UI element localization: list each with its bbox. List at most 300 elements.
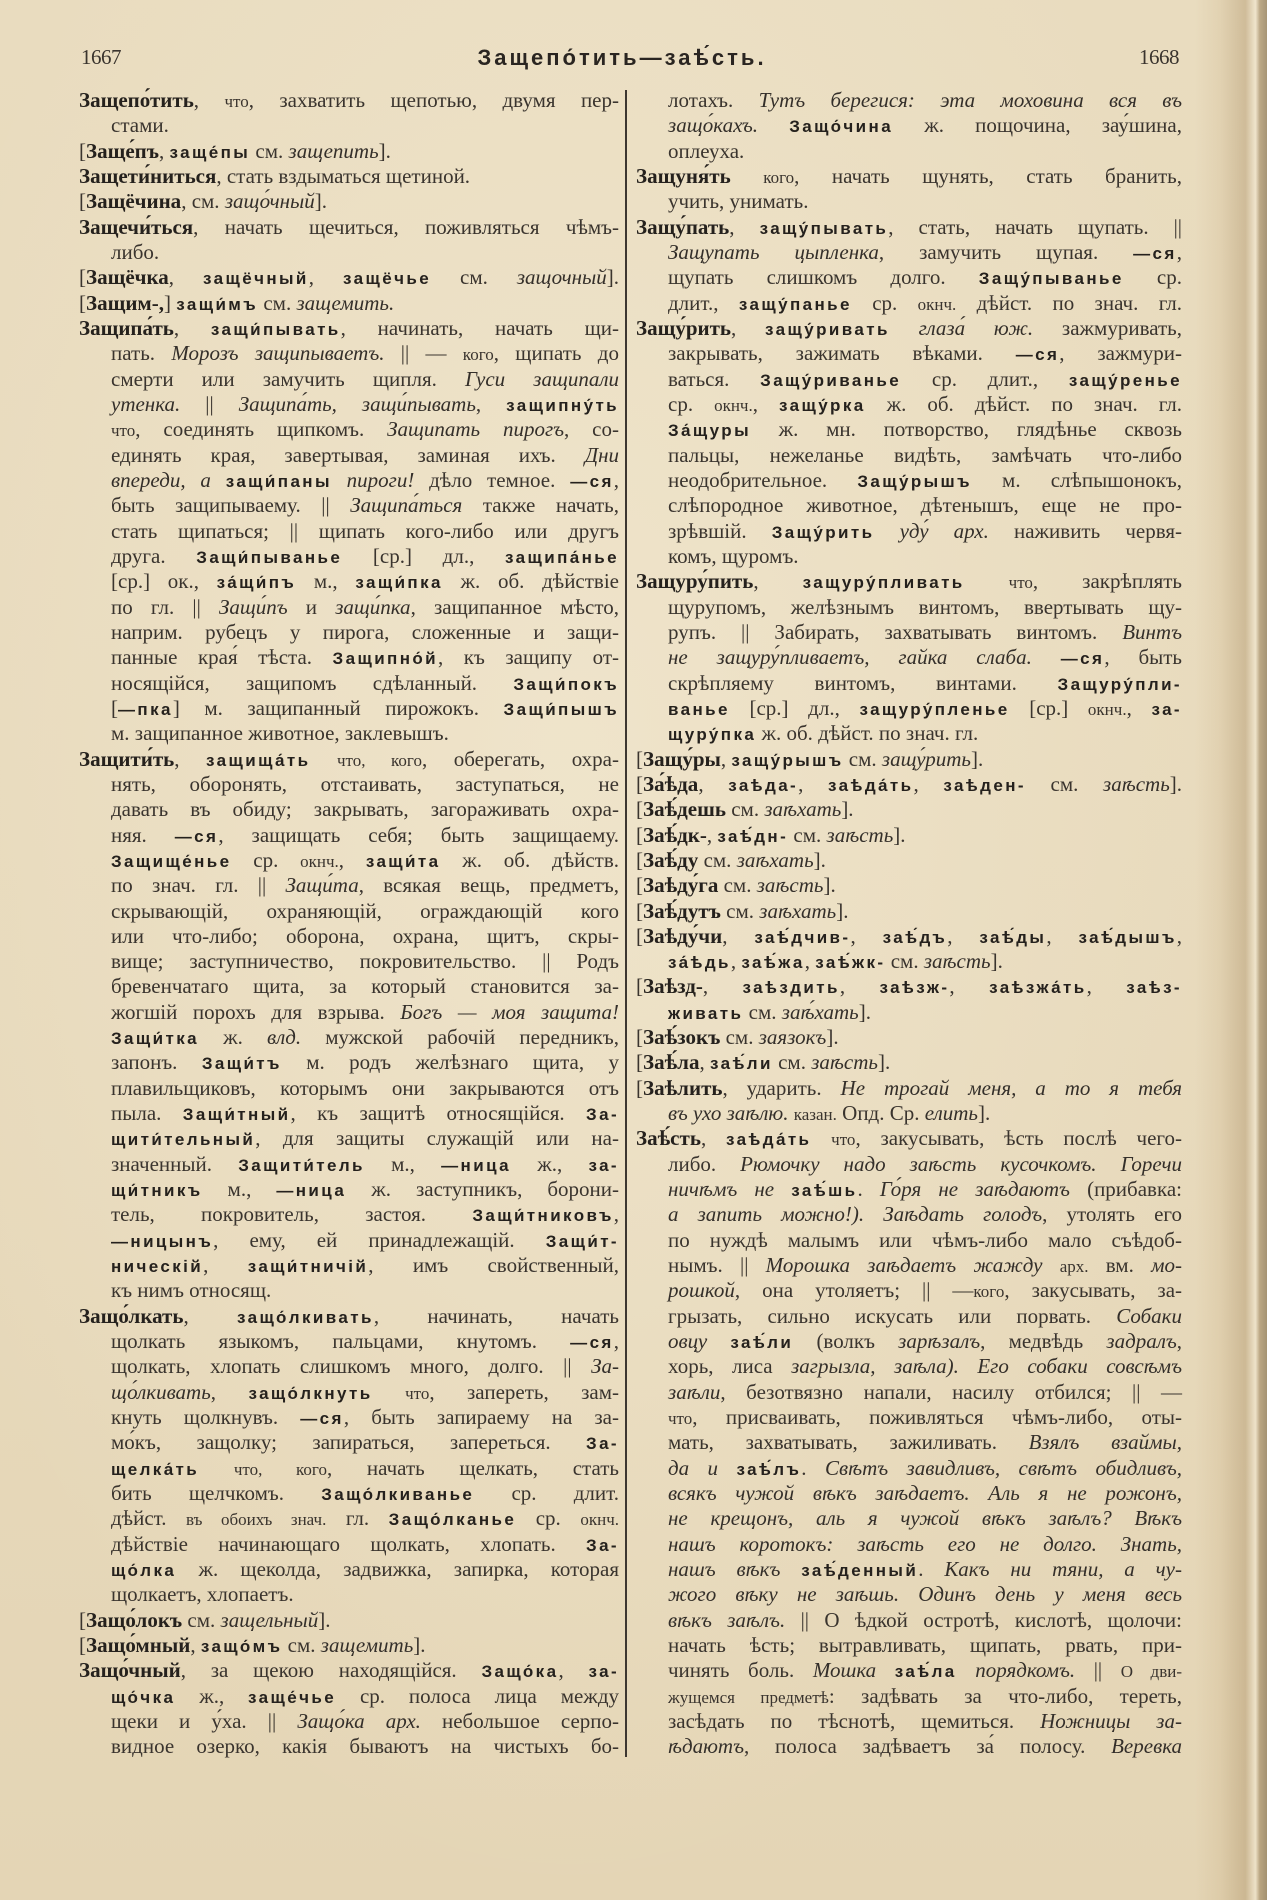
small-text: окнч. [917, 294, 957, 314]
body-text: , ударить. [722, 1075, 841, 1100]
line-text [111, 1228, 619, 1255]
body-text: . [857, 1177, 880, 1202]
body-text: по знач. гл. || [111, 873, 286, 898]
body-text: оплеуха. [668, 138, 745, 163]
body-text: либо. [668, 1151, 741, 1176]
line-text [636, 1025, 839, 1052]
body-text: , [613, 467, 620, 492]
italic-text: заѣхать [764, 797, 842, 822]
bold-form: Защи́тка [111, 1029, 199, 1049]
body-text: [ср.] ок., [111, 569, 217, 594]
body-text: [ [79, 265, 86, 290]
line-text [111, 113, 169, 140]
text-line [668, 1481, 1182, 1506]
body-text: [ [79, 1607, 86, 1632]
text-line [111, 949, 619, 974]
body-text: [ [636, 1075, 643, 1100]
italic-text: За- [591, 1354, 619, 1379]
body-text: || — [384, 341, 463, 366]
text-line [636, 1025, 1182, 1050]
italic-text: не защуру́пливаетъ, гайка слаба. [668, 645, 1032, 670]
body-text: [ [636, 898, 643, 923]
line-text [79, 88, 619, 115]
italic-text: заѣхать [736, 847, 814, 872]
bold-form: заѣ́жа [741, 953, 805, 973]
body-text: (волкъ [793, 1329, 899, 1354]
line-text [668, 949, 1003, 976]
body-text: , [1086, 974, 1127, 999]
text-line [111, 1582, 619, 1607]
body-text: начать ѣсть; вытравливать, щипать, рвать, при- [668, 1633, 1182, 1658]
body-text: , [804, 949, 816, 974]
bold-form: Защипно́й [332, 649, 439, 669]
line-text [79, 215, 619, 242]
body-text: , [753, 569, 803, 594]
bold-form: защу́рка [778, 395, 866, 415]
body-text: ]. [606, 265, 620, 290]
bold-form: защипа́нье [505, 547, 619, 567]
body-text: , начать щелкать, стать [326, 1455, 619, 1480]
text-line [636, 772, 1182, 797]
line-text [636, 797, 854, 824]
italic-text: Свѣтъ завидливъ, свѣтъ обидливъ, [824, 1455, 1183, 1480]
body-text: нымъ. || [668, 1253, 766, 1278]
italic-text: овцу [668, 1329, 731, 1354]
bold-form: щелка́ть [111, 1459, 200, 1479]
line-text [111, 1557, 619, 1584]
text-line [668, 1633, 1182, 1658]
body-text: , [913, 771, 944, 796]
column-divider [625, 90, 627, 1757]
bold-form: заѣда́ть [828, 775, 914, 795]
text-line [111, 1329, 619, 1354]
text-line [111, 113, 619, 138]
body-text: ] [163, 290, 177, 315]
headword: Защечи́ться [79, 214, 194, 239]
body-text: , [730, 949, 742, 974]
bold-form: заѣ́дышъ [1078, 927, 1177, 947]
line-text [668, 1658, 1182, 1685]
body-text: смерти или замучить щипля. [111, 366, 465, 391]
small-text: кого [973, 1282, 1005, 1302]
text-line [111, 519, 619, 544]
text-line [111, 1050, 619, 1075]
bold-form: заѣ́лъ [736, 1459, 802, 1479]
italic-text: Взялъ взаймы, [1028, 1430, 1182, 1455]
text-line [111, 1430, 619, 1455]
body-text [811, 1126, 831, 1150]
bold-form: Защи́пышъ [503, 699, 619, 719]
italic-text: защи́пка [335, 594, 411, 619]
body-text: дѣйствіе начинающаго щолкать, хлопать. [111, 1531, 587, 1556]
line-text [79, 265, 619, 292]
line-text [668, 443, 1182, 470]
bold-form: Защи́пыванье [196, 547, 343, 567]
italic-text: задралъ [1106, 1329, 1177, 1354]
text-line [111, 1000, 619, 1025]
bold-form: заѣден- [943, 775, 1026, 795]
body-text: носящійся, защипомъ сдѣланный. [111, 670, 514, 695]
line-text [111, 1152, 619, 1179]
body-text: [ [636, 797, 643, 822]
italic-text: арх. [385, 1709, 421, 1733]
body-text: мать, захватывать, зажиливать. [668, 1430, 1029, 1455]
body-text: , она утоляетъ; || — [734, 1278, 974, 1303]
bold-form: за́ѣдь [668, 953, 731, 973]
body-text: ]. [877, 1050, 891, 1075]
body-text: слѣпородное животное, дѣтенышъ, еще не про- [668, 493, 1182, 518]
text-line [668, 949, 1182, 974]
italic-text: заѣсть [1103, 771, 1170, 796]
bold-form: защёчный [202, 269, 309, 289]
bold-form: За- [586, 1434, 619, 1454]
bold-form: защи́тничій [247, 1257, 369, 1277]
body-text: , къ защитѣ относящійся. [290, 1101, 587, 1126]
text-line [111, 1076, 619, 1101]
body-text: ]. [318, 1607, 331, 1632]
text-line [668, 1228, 1182, 1253]
body-text: значенный. [111, 1151, 239, 1176]
body-text [758, 113, 789, 137]
text-line [111, 1152, 619, 1177]
text-line [111, 468, 619, 493]
body-text: ж. об. дѣйст. по знач. гл. [756, 721, 979, 746]
body-text: ж., [511, 1151, 589, 1176]
small-text: жущемся предметѣ [668, 1687, 829, 1707]
text-line [668, 1430, 1182, 1455]
italic-text: защо́кахъ. [668, 113, 759, 138]
text-line [668, 595, 1182, 620]
line-text [668, 1684, 1182, 1711]
body-text: ]. [826, 1025, 839, 1050]
bold-form: —ница [441, 1155, 511, 1175]
bold-form: —ся [570, 1333, 614, 1353]
body-text: щолкаетъ, хлопаетъ. [111, 1582, 294, 1607]
line-text [668, 113, 1182, 140]
body-text: [ [636, 974, 643, 999]
text-line [668, 341, 1182, 366]
line-text [111, 1456, 619, 1483]
bold-form: защу́ривать [765, 319, 890, 339]
line-text [636, 974, 1182, 1001]
italic-text: заѣсть [756, 873, 824, 898]
left-column [79, 88, 619, 1760]
text-line [111, 595, 619, 620]
small-text: окнч. [580, 1510, 620, 1530]
body-text: ] м. защипанный пирожокъ. [172, 695, 504, 720]
body-text: ср. [231, 847, 301, 872]
italic-text: защочный [516, 265, 607, 290]
line-text [111, 1000, 619, 1027]
line-text [668, 671, 1182, 698]
body-text: по гл. || [111, 594, 219, 619]
body-text: , [729, 214, 760, 239]
headword: Заѣ́ду [643, 847, 699, 872]
bold-form: Защи́тниковъ [472, 1206, 614, 1226]
body-text: , [190, 1633, 201, 1658]
headword: Защёчка [86, 265, 169, 290]
bold-form: заѣ́денный [801, 1561, 919, 1581]
text-line [668, 1101, 1182, 1126]
body-text: единять края, завертывая, заминая ихъ. [111, 442, 585, 467]
line-text [668, 721, 978, 748]
body-text: нять, оборонять, отстаивать, заступаться, не [111, 771, 619, 796]
text-line [636, 974, 1182, 999]
line-text [668, 1278, 1182, 1305]
text-line [111, 1101, 619, 1126]
line-text [668, 1228, 1182, 1255]
small-text: окнч. [1087, 699, 1127, 719]
text-line [636, 1126, 1182, 1151]
body-text: , [558, 1658, 589, 1683]
body-text: , закусывать, за- [1004, 1278, 1183, 1303]
line-text [636, 1126, 1182, 1153]
bold-form: защёчье [343, 269, 432, 289]
body-text: , [173, 315, 211, 340]
body-text: ср. [851, 290, 918, 315]
bold-form: щуру́пка [668, 725, 757, 745]
headword: Заѣду́чи [643, 923, 723, 948]
text-line [79, 139, 619, 164]
text-line [111, 772, 619, 797]
italic-text: зарѣзалъ [898, 1329, 981, 1354]
small-text: что [405, 1383, 430, 1403]
page-binding-shadow [1195, 0, 1267, 1900]
text-line [111, 443, 619, 468]
text-line [668, 1000, 1182, 1025]
body-text: , [475, 391, 507, 416]
body-text: см. [885, 949, 924, 974]
line-text [668, 265, 1182, 292]
bold-form: защи́та [365, 851, 441, 871]
text-line [111, 1506, 619, 1531]
italic-text: вѣкъ заѣлъ. [668, 1607, 786, 1632]
body-text: , быть запираему на за- [343, 1405, 619, 1430]
small-text: О дви- [1120, 1662, 1182, 1682]
body-text: , [700, 1126, 726, 1151]
text-line [668, 721, 1182, 746]
body-text: пальцы, нежеланье видѣть, замѣчать что-либо [668, 442, 1182, 467]
text-line [111, 1177, 619, 1202]
body-text: ж. щеколда, задвижка, запирка, которая [176, 1557, 619, 1582]
body-text: ]. [836, 898, 849, 923]
text-line [636, 797, 1182, 822]
text-line [668, 468, 1182, 493]
line-text [111, 544, 619, 571]
italic-text: утенка. [111, 391, 181, 416]
text-line [79, 215, 619, 240]
text-line [636, 215, 1182, 240]
text-line [668, 417, 1182, 442]
bold-form: заѣ́ли [730, 1333, 794, 1353]
body-text: засѣдать по тѣснотѣ, щемиться. [668, 1709, 1041, 1733]
body-text: ]. [990, 949, 1003, 974]
italic-text: заѣ́хать [781, 999, 859, 1024]
bold-form: заѣз- [1126, 978, 1182, 998]
italic-text: Защо́ка [297, 1709, 365, 1733]
bold-form: заѣзж- [879, 978, 950, 998]
line-text [668, 291, 1182, 318]
text-line [668, 1177, 1182, 1202]
text-line [668, 1709, 1182, 1734]
body-text: [ср.] дл., [342, 543, 506, 568]
text-line [668, 1253, 1182, 1278]
body-text: пать. [111, 341, 172, 366]
headword: Заѣ́дешь [643, 797, 726, 822]
body-text: [ [636, 1025, 643, 1050]
text-line [111, 848, 619, 873]
bold-form: За- [586, 1535, 619, 1555]
body-text: м., [364, 1151, 442, 1176]
body-text: , закусывать, ѣсть послѣ чего- [855, 1126, 1183, 1151]
italic-text: Морозъ защипываетъ. [171, 341, 385, 366]
line-text [668, 1202, 1182, 1229]
page-number-left: 1667 [81, 45, 121, 69]
headword: Защети́ниться [79, 163, 217, 188]
line-text [111, 1025, 619, 1052]
body-text: , щипать до [493, 341, 619, 366]
bold-form: що́чка [111, 1687, 176, 1707]
italic-text: Защипа́ть, защи́пывать [238, 391, 476, 416]
italic-text: всякъ чужой вѣкъ заѣдаетъ. Аль я не рожонъ, [668, 1481, 1182, 1506]
text-line [636, 823, 1182, 848]
small-text: кого [462, 345, 494, 365]
italic-text: Защипа́ться [350, 493, 463, 518]
body-text: мо́къ, защолку; запираться, запереться. [111, 1430, 587, 1455]
body-text: панные края́ тѣста. [111, 645, 333, 670]
body-text: см. [250, 138, 289, 163]
text-line [111, 1278, 619, 1303]
italic-text: елить [924, 1101, 978, 1126]
body-text: , начать щунять, стать бранить, [794, 163, 1183, 188]
bold-form: Защу́рить [771, 522, 875, 542]
small-text: что [111, 421, 136, 441]
body-text: , [158, 138, 170, 163]
body-text: , быть [1104, 645, 1183, 670]
body-text: [ [79, 138, 86, 163]
text-line [111, 721, 619, 746]
body-text: , захватить щепотью, двумя пер- [248, 88, 619, 112]
text-line [668, 1202, 1182, 1227]
body-text: [ [636, 847, 643, 872]
body-text: см. [788, 822, 827, 847]
text-line [668, 1380, 1182, 1405]
body-text: м. слѣпышонокъ, [971, 467, 1182, 492]
bold-form: Защити́тель [238, 1155, 365, 1175]
line-text [668, 139, 744, 166]
text-line [636, 1050, 1182, 1075]
text-line [111, 544, 619, 569]
headword: Защипа́ть [79, 315, 174, 340]
italic-text: мо- [1151, 1253, 1182, 1278]
body-text: ср. [1123, 265, 1182, 290]
bold-form: за- [588, 1662, 620, 1682]
text-line [111, 1202, 619, 1227]
text-line [636, 899, 1182, 924]
text-line [668, 1278, 1182, 1303]
text-line [111, 1532, 619, 1557]
body-text: , [752, 391, 779, 416]
bold-form: —ся [1015, 345, 1060, 365]
bold-form: заѣда́ть [725, 1130, 812, 1150]
body-text: ]. [813, 847, 826, 872]
italic-text: ѣдаютъ [668, 1734, 745, 1759]
bold-form: защо́мъ [200, 1637, 283, 1657]
text-line [668, 265, 1182, 290]
body-text: скрывающій, охраняющій, ограждающій кого [111, 898, 619, 923]
headword: Заѣзд- [643, 974, 703, 999]
text-line [668, 544, 1182, 569]
text-line [111, 1557, 619, 1582]
body-text: ср. длит., [901, 366, 1069, 391]
headword: Защити́ть [79, 746, 175, 771]
line-text [668, 189, 808, 216]
bold-form: защипну́ть [506, 395, 620, 415]
body-text: къ нимъ относящ. [111, 1278, 272, 1303]
line-text [668, 417, 1182, 444]
text-line [668, 443, 1182, 468]
italic-text: уду́ арх. [899, 518, 989, 543]
body-text: , [949, 974, 990, 999]
italic-text: нашъ коротокъ: заѣсть его не долго. Знать, [668, 1531, 1182, 1556]
line-text [668, 645, 1182, 672]
line-text [111, 1101, 619, 1128]
text-line [79, 88, 619, 113]
body-text: зрѣвшій. [668, 518, 772, 543]
body-text: , ему, ей принадлежащій. [213, 1227, 546, 1252]
text-line [79, 189, 619, 214]
text-line [79, 747, 619, 772]
body-text: ж. [199, 1025, 267, 1050]
line-text [668, 88, 1182, 115]
body-text: , [613, 1202, 619, 1227]
body-text: , [168, 265, 203, 290]
body-text: см. [725, 797, 765, 822]
body-text: кнуть щолкнувъ. [111, 1405, 301, 1430]
headword: Защо́лкать [79, 1303, 184, 1328]
line-text [79, 747, 619, 774]
body-text: закрывать, зажимать вѣками. [668, 341, 1016, 366]
body-text: ]. [977, 1101, 991, 1126]
text-line [668, 1304, 1182, 1329]
headword: Заѣ́дк- [643, 822, 707, 847]
small-text: кого [763, 167, 795, 187]
line-text [668, 392, 1182, 419]
body-text: , [1046, 923, 1079, 948]
body-text: [ [636, 923, 643, 948]
body-text: || О ѣдкой остротѣ, кислотѣ, щолочи: [785, 1607, 1182, 1632]
body-text: ср. [668, 391, 715, 416]
body-text: [ [79, 189, 86, 214]
bold-form: заѣ́ды [979, 927, 1047, 947]
line-text [668, 1582, 1182, 1609]
text-line [111, 493, 619, 518]
line-text [636, 848, 826, 875]
body-text: см. [843, 746, 882, 771]
body-text [365, 1709, 386, 1733]
body-text: дѣйст. по знач. гл. [956, 290, 1182, 315]
line-text [111, 1380, 619, 1407]
bold-form: ническій [111, 1257, 204, 1277]
body-text: , со- [564, 417, 619, 442]
line-text [636, 1076, 1182, 1103]
body-text: , медвѣдь [980, 1329, 1107, 1354]
line-text [111, 1734, 619, 1761]
body-text: , стать, начать щупать. || [888, 214, 1183, 239]
bold-form: заѣ́дъ [882, 927, 948, 947]
headword: Заще́пъ [86, 138, 159, 163]
body-text: рупъ. || Забирать, захватывать винтомъ. [668, 619, 1123, 644]
